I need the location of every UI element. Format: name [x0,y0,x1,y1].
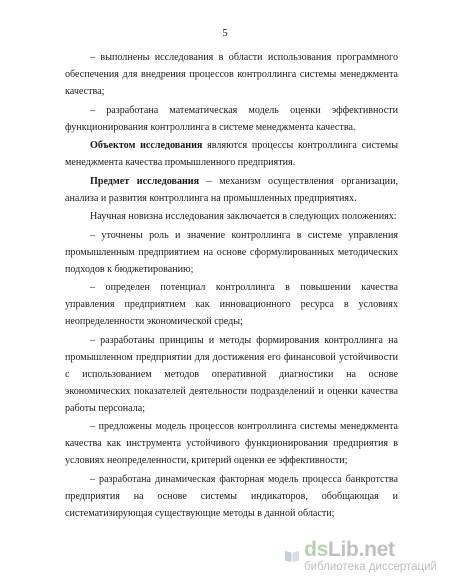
watermark [284,539,437,573]
page-number: 5 [222,27,228,39]
paragraph: Научная новизна исследования заключается в следующих положениях: [90,211,397,222]
paragraph-lead-term: Объектом исследования [90,140,203,151]
paragraph-lead-term: Предмет исследования [90,175,200,187]
paragraph-subject-of-study: Предмет исследования – механизм осуществления организации, анализа и развития контроллинга на промышленных предприятиях. [65,175,398,204]
paragraph: – уточнены роль и значение контроллинга в системе управления промышленным предприятием на основе сформулированных методических подходов к бюджетированию; [65,229,398,275]
watermark-logo: dsLib.net [304,538,395,561]
paragraph-object-of-study: Объектом исследования являются процессы контроллинга системы менеджмента качества промышленного предприятия. [65,140,398,168]
book-icon [284,548,300,564]
paragraph: – разработана динамическая факторная модель процесса банкротства предприятия на основе системы индикаторов, обобщающая и систематизирующая существующие методы в данной области; [65,473,398,519]
paragraph: – выполнены исследования в области использования программного обеспечения для внедрения процессов контроллинга системы менеджмента качества; [65,52,398,97]
watermark-subtitle: библиотека диссертаций [304,561,437,573]
paragraph: – определен потенциал контроллинга в повышении качества управления предприятием как инновационного ресурса в условиях неопределенности экономической среды; [65,282,398,327]
paragraph: – предложены модель процессов контроллинга системы менеджмента качества как инструмента устойчивого функционирования предприятия в условиях неопределенности, критерий оценки ее эффективности; [65,421,398,466]
paragraph: – разработана математическая модель оценки эффективности функционирования контроллинга в системе менеджмента качества. [65,104,398,133]
document-body [65,49,398,522]
paragraph: – разработаны принципы и методы формирования контроллинга на промышленном предприятии для достижения его финансовой устойчивости с использованием методов оперативной диагностики на основе экономических показателей деятельности подразделений и оценки качества работы персонала; [65,334,398,414]
